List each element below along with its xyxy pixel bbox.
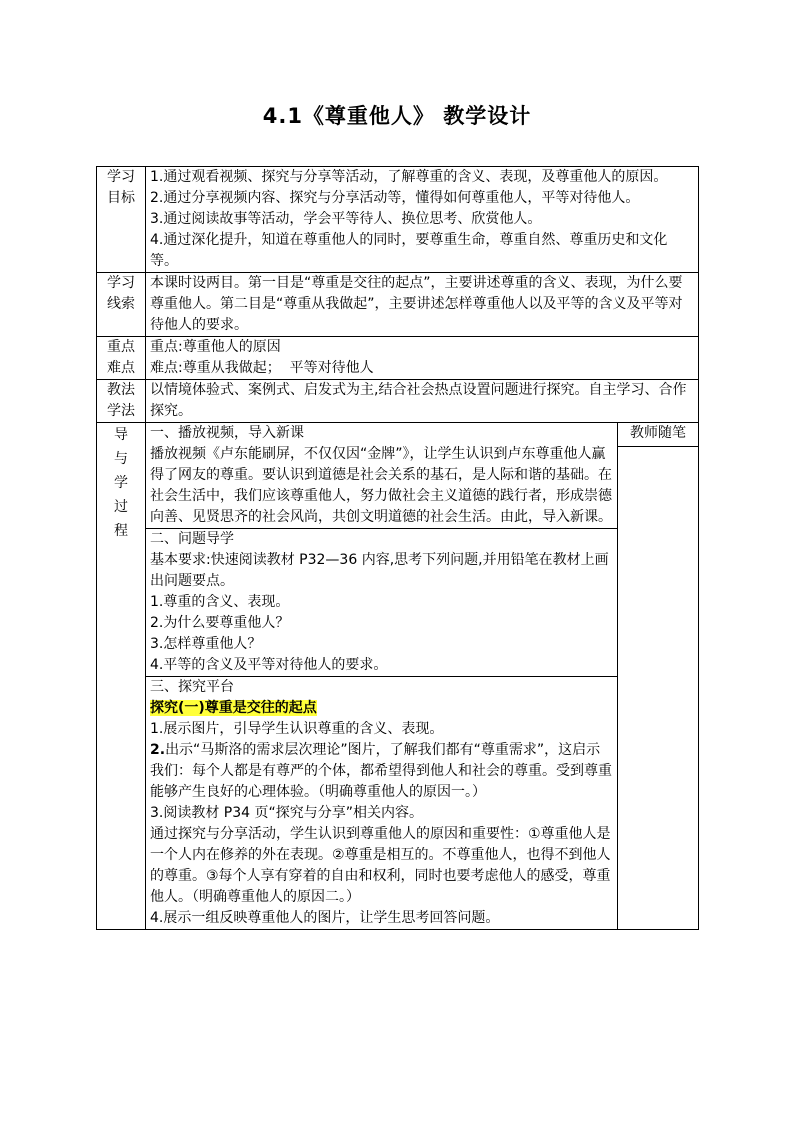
methods-text: 以情境体验式、案例式、启发式为主,结合社会热点设置问题进行探究。自主学习、合作探究。 xyxy=(150,382,687,419)
process-row-1 xyxy=(97,423,699,529)
methods-row xyxy=(97,380,699,423)
section2-item: 2.为什么要尊重他人？ xyxy=(150,615,290,631)
section3-step2 xyxy=(150,740,613,803)
methods-label: 教法 学法 xyxy=(97,380,146,423)
keypoints-content xyxy=(146,337,699,380)
process-row-2 xyxy=(97,529,699,677)
keypoints-row xyxy=(97,337,699,380)
section3-step2-text: 出示“马斯洛的需求层次理论”图片，了解我们都有“尊重需求”，这启示我们：每个人都是有尊严的个体，都希望得到他人和社会的尊重。受到尊重能够产生良好的心理体验。（明确尊重他人的原因一。） xyxy=(150,742,612,800)
objective-item: 1.通过观看视频、探究与分享等活动，了解尊重的含义、表现，及尊重他人的原因。 xyxy=(150,169,668,185)
section3-step3-text: 通过探究与分享活动，学生认识到尊重他人的原因和重要性：①尊重他人是一个人内在修养的外在表现。②尊重是相互的。不尊重他人，也得不到他人的尊重。③每个人享有穿着的自由和权利，同时也要考虑他人的感受，尊重他人。（明确尊重他人的原因二。） xyxy=(150,826,611,905)
objectives-row xyxy=(97,167,699,273)
teacher-notes-column xyxy=(618,423,699,930)
section3-heading: 三、探究平台 xyxy=(150,679,234,695)
objectives-content xyxy=(146,167,699,273)
section3-step1: 1.展示图片，引导学生认识尊重的含义、表现。 xyxy=(150,721,444,737)
keypoints-label: 重点 难点 xyxy=(97,337,146,380)
process-label: 导 与 学 过 程 xyxy=(97,423,146,930)
document-title: 4.1《尊重他人》 教学设计 xyxy=(262,104,532,128)
focus-text: 重点:尊重他人的原因 xyxy=(150,339,281,355)
section3-step4: 4.展示一组反映尊重他人的图片，让学生思考回答问题。 xyxy=(150,910,500,926)
clue-label: 学习 线索 xyxy=(97,273,146,337)
section1-heading: 一、播放视频，导入新课 xyxy=(150,425,304,441)
section3-subheading: 探究(一)尊重是交往的起点 xyxy=(150,700,317,716)
teacher-notes-header: 教师随笔 xyxy=(618,423,698,447)
section2-heading: 二、问题导学 xyxy=(150,531,234,547)
section2-intro: 基本要求:快速阅读教材 P32—36 内容,思考下列问题,并用铅笔在教材上画出问题要点。 xyxy=(150,552,609,589)
section2-content xyxy=(146,529,618,677)
clue-text: 本课时设两目。第一目是“尊重是交往的起点”，主要讲述尊重的含义、表现，为什么要尊重他人。第二目是“尊重从我做起”，主要讲述怎样尊重他人以及平等的含义及平等对待他人的要求。 xyxy=(150,275,683,333)
section3-content xyxy=(146,677,618,930)
section1-text: 播放视频《卢东能刷屏，不仅仅因“金牌”》，让学生认识到卢东尊重他人赢得了网友的尊重。要认识到道德是社会关系的基石，是人际和谐的基础。在社会生活中，我们应该尊重他人，努力做社会主义道德的践行者，形成崇德向善、见贤思齐的社会风尚，共创文明道德的社会生活。由此，导入新课。 xyxy=(150,446,612,525)
section2-item: 4.平等的含义及平等对待他人的要求。 xyxy=(150,657,388,673)
process-row-3 xyxy=(97,677,699,930)
objective-item: 4.通过深化提升，知道在尊重他人的同时，要尊重生命，尊重自然、尊重历史和文化等。 xyxy=(150,232,668,269)
section3-step3: 3.阅读教材 P34 页“探究与分享”相关内容。 xyxy=(150,805,424,821)
objective-item: 3.通过阅读故事等活动，学会平等待人、换位思考、欣赏他人。 xyxy=(150,211,542,227)
section2-item: 3.怎样尊重他人？ xyxy=(150,636,262,652)
section1-content xyxy=(146,423,618,529)
clue-content xyxy=(146,273,699,337)
objectives-label: 学习 目标 xyxy=(97,167,146,273)
section3-step2-num: 2. xyxy=(150,742,166,758)
clue-row xyxy=(97,273,699,337)
section2-item: 1.尊重的含义、表现。 xyxy=(150,594,290,610)
difficulty-text: 难点:尊重从我做起； 平等对待他人 xyxy=(150,360,374,376)
lesson-plan-table xyxy=(96,166,699,930)
objective-item: 2.通过分享视频内容、探究与分享活动等，懂得如何尊重他人，平等对待他人。 xyxy=(150,190,640,206)
methods-content xyxy=(146,380,699,423)
